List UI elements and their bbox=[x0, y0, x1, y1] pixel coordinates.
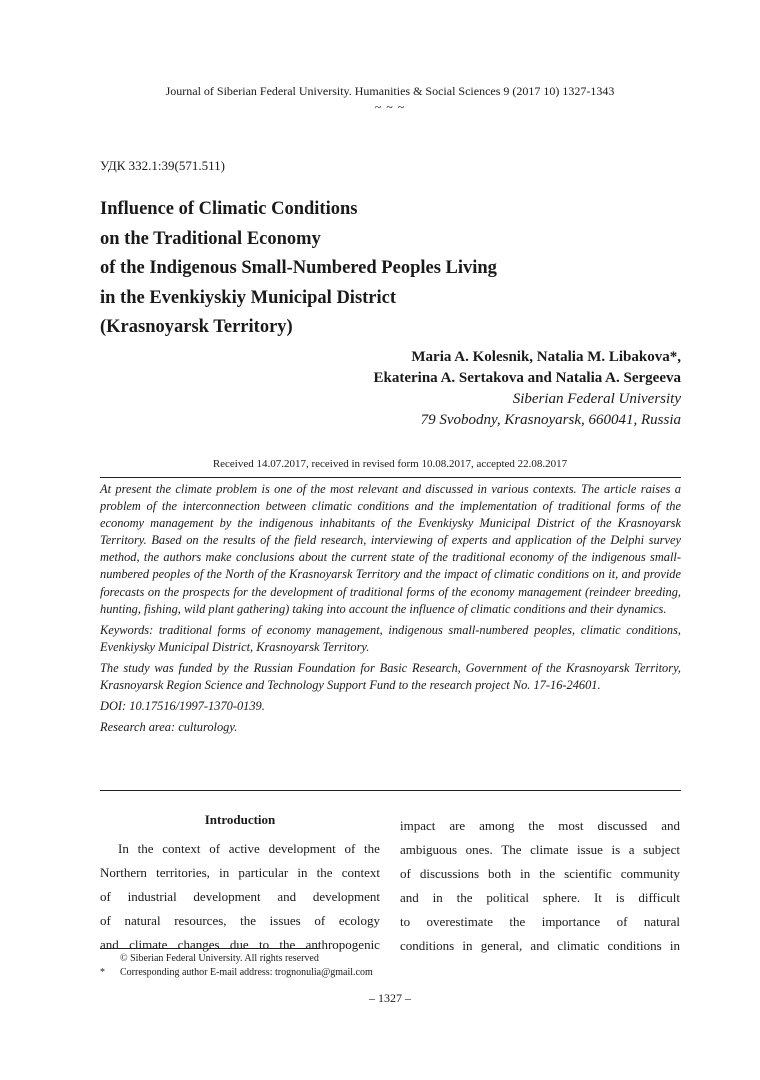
title-line: on the Traditional Economy bbox=[100, 228, 321, 249]
word: of bbox=[344, 841, 356, 856]
word: impact bbox=[400, 818, 436, 833]
word: discussed bbox=[597, 818, 648, 833]
word: to bbox=[400, 914, 411, 929]
word: development bbox=[312, 889, 380, 904]
word: subject bbox=[643, 842, 680, 857]
title-line: Influence of Climatic Conditions bbox=[100, 199, 358, 219]
body-line-text bbox=[400, 814, 680, 838]
word: in bbox=[432, 890, 443, 905]
body-line bbox=[400, 838, 680, 862]
abstract-bottom-rule bbox=[100, 790, 681, 791]
article-title bbox=[100, 195, 660, 343]
word: anthropogenic bbox=[305, 937, 380, 952]
word: of bbox=[400, 866, 411, 881]
word: the bbox=[279, 937, 296, 952]
abstract-block bbox=[100, 481, 681, 740]
word: climatic bbox=[557, 938, 600, 953]
received-dates: Received 14.07.2017, received in revised form 10.08.2017, accepted 22.08.2017 bbox=[212, 458, 568, 470]
word: development bbox=[268, 841, 336, 856]
word: issue bbox=[576, 842, 603, 857]
body-line bbox=[400, 862, 680, 886]
body-line bbox=[100, 909, 380, 933]
word: ecology bbox=[338, 913, 380, 928]
word: resources, bbox=[174, 913, 227, 928]
body-line-text bbox=[400, 910, 680, 934]
page-number: – 1327 – bbox=[369, 991, 411, 1005]
body-line bbox=[400, 886, 680, 910]
word: particular bbox=[238, 865, 289, 880]
body-line-text bbox=[400, 862, 680, 886]
word: context bbox=[162, 841, 201, 856]
udk-code: УДК 332.1:39(571.511) bbox=[100, 158, 225, 173]
word: context bbox=[341, 865, 380, 880]
body-line-text bbox=[400, 886, 680, 910]
word: the bbox=[539, 866, 556, 881]
abstract-text: At present the climate problem is one of the most relevant and discussed in various contexts. The article raises a problem of the interconnection between climatic conditions and the implementation of traditional forms of the economy management by the indigenous inhabitants of the Evenkiysky Municipal District of the Krasnoyarsk Territory. Based on the results of the field research, interviewing of experts and application of the Delphi survey method, the authors make conclusions about the current state of the traditional economy of the indigenous small-numbered peoples of the North of the Krasnoyarsk Territory and the impact of climatic conditions on it, and provide forecasts on the prospects for the development of traditional forms of the economy management (reindeer breeding, hunting, fishing, wild plant gathering) taking into account the influence of climatic conditions and their dynamics. bbox=[100, 482, 681, 616]
word: both bbox=[488, 866, 512, 881]
word: natural bbox=[643, 914, 680, 929]
word: territories, bbox=[156, 865, 210, 880]
title-line: in the Evenkiyskiy Municipal District bbox=[100, 287, 397, 308]
word: overestimate bbox=[426, 914, 493, 929]
word: conditions bbox=[400, 938, 455, 953]
word: is bbox=[611, 842, 621, 857]
copyright-footnote: © Siberian Federal University. All rights reserved bbox=[120, 953, 319, 964]
word: and bbox=[277, 889, 297, 904]
body-line-text bbox=[400, 838, 680, 862]
word: ones. bbox=[465, 842, 493, 857]
word: It bbox=[593, 890, 602, 905]
word: issues bbox=[269, 913, 301, 928]
authors-line-1: Maria A. Kolesnik, Natalia M. Libakova*, bbox=[411, 349, 681, 365]
word: due bbox=[229, 937, 249, 952]
word: active bbox=[228, 841, 260, 856]
body-line bbox=[400, 934, 680, 958]
word: to bbox=[258, 937, 270, 952]
word: climate bbox=[530, 842, 569, 857]
word: the bbox=[240, 913, 257, 928]
affiliation: Siberian Federal University bbox=[512, 391, 681, 407]
word: The bbox=[501, 842, 522, 857]
word: the bbox=[456, 890, 473, 905]
word: ambiguous bbox=[400, 842, 458, 857]
body-line-text bbox=[100, 909, 380, 933]
address: 79 Svobodny, Krasnoyarsk, 660041, Russia bbox=[420, 412, 681, 428]
word: and bbox=[100, 937, 119, 952]
word: general, bbox=[480, 938, 523, 953]
word: sphere. bbox=[542, 890, 581, 905]
body-line bbox=[100, 885, 380, 909]
word: importance bbox=[541, 914, 601, 929]
word: Northern bbox=[100, 865, 147, 880]
body-line bbox=[400, 814, 680, 838]
body-line-text bbox=[100, 885, 380, 909]
funding-note: The study was funded by the Russian Foundation for Basic Research, Government of the Krasnoyarsk Territory, Krasnoyarsk Region Science and Technology Support Fund to the research project No. 17-16-24601. bbox=[100, 660, 681, 693]
word: in bbox=[297, 865, 308, 880]
word: in bbox=[669, 938, 680, 953]
body-line-text bbox=[400, 934, 680, 958]
word: industrial bbox=[127, 889, 177, 904]
body-column-left bbox=[100, 813, 380, 957]
word: discussions bbox=[419, 866, 480, 881]
word: in bbox=[520, 866, 531, 881]
word: difficult bbox=[638, 890, 680, 905]
body-column-right bbox=[400, 814, 680, 958]
word: the bbox=[137, 841, 154, 856]
word: of bbox=[314, 913, 326, 928]
footnote-rule bbox=[100, 948, 320, 949]
title-line: of the Indigenous Small-Numbered Peoples Living bbox=[100, 258, 497, 278]
research-area: Research area: culturology. bbox=[100, 720, 238, 735]
word: the bbox=[509, 914, 526, 929]
word: of bbox=[209, 841, 221, 856]
word: and bbox=[530, 938, 550, 953]
word: community bbox=[620, 866, 680, 881]
abstract-top-rule bbox=[100, 477, 681, 478]
word: is bbox=[615, 890, 625, 905]
header-separator: ~ ~ ~ bbox=[374, 100, 406, 114]
body-line bbox=[400, 910, 680, 934]
section-heading: Introduction bbox=[204, 812, 276, 827]
body-line bbox=[100, 837, 380, 861]
journal-header: Journal of Siberian Federal University. Humanities & Social Sciences 9 (2017 10) 1327-1343 bbox=[165, 84, 615, 98]
word: and bbox=[661, 818, 680, 833]
word: of bbox=[100, 913, 111, 928]
word: in bbox=[219, 865, 230, 880]
body-line bbox=[100, 861, 380, 885]
corresponding-email-text: Corresponding author E-mail address: trognonulia@gmail.com bbox=[120, 967, 373, 978]
body-line-text bbox=[118, 837, 380, 861]
word: political bbox=[486, 890, 530, 905]
word: are bbox=[449, 818, 466, 833]
word: in bbox=[462, 938, 473, 953]
word: conditions bbox=[607, 938, 662, 953]
word: the bbox=[528, 818, 545, 833]
word: of bbox=[100, 889, 111, 904]
title-line: (Krasnoyarsk Territory) bbox=[100, 317, 293, 337]
body-line-text bbox=[100, 861, 380, 885]
word: the bbox=[316, 865, 333, 880]
word: changes bbox=[177, 937, 220, 952]
word: among bbox=[479, 818, 515, 833]
word: natural bbox=[124, 913, 161, 928]
word: the bbox=[364, 841, 380, 856]
word: In bbox=[118, 841, 129, 856]
authors-line-2: Ekaterina A. Sertakova and Natalia A. Sergeeva bbox=[373, 370, 681, 386]
doi: DOI: 10.17516/1997-1370-0139. bbox=[100, 699, 265, 714]
word: development bbox=[193, 889, 261, 904]
word: scientific bbox=[564, 866, 612, 881]
word: of bbox=[616, 914, 628, 929]
word: most bbox=[558, 818, 584, 833]
author-block bbox=[200, 347, 681, 431]
footnote-star: * bbox=[100, 967, 105, 978]
keywords: Keywords: traditional forms of economy management, indigenous small-numbered peoples, climatic conditions, Evenkiysky Municipal District, Krasnoyarsk Territory. bbox=[100, 622, 681, 654]
word: a bbox=[628, 842, 635, 857]
word: and bbox=[400, 890, 419, 905]
word: climate bbox=[129, 937, 168, 952]
corresponding-footnote bbox=[100, 967, 373, 978]
